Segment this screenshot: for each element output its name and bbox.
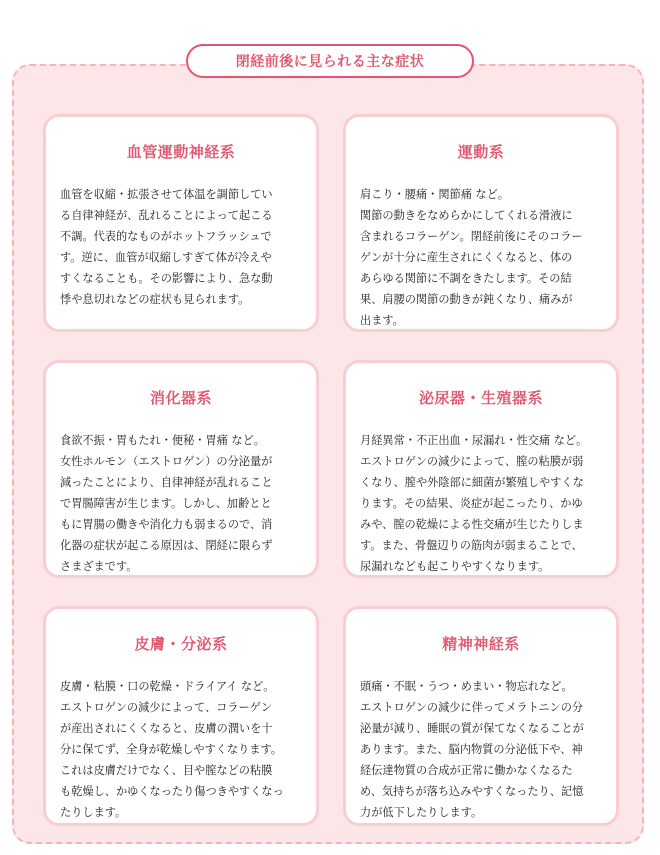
card-title: 皮膚・分泌系 bbox=[134, 635, 228, 653]
card-line: 肩こり・腰痛・関節痛 など。 bbox=[360, 188, 509, 201]
card-line: 化器の症状が起こる原因は、閉経に限らず bbox=[60, 539, 273, 552]
card-line: エストロゲンの減少によって、コラーゲン bbox=[60, 701, 272, 714]
card-line: 果、肩腰の関節の動きが鈍くなり、痛みが bbox=[360, 293, 573, 306]
card-line: 減ったことにより、自律神経が乱れること bbox=[60, 476, 273, 489]
symptom-card-neuropsychiatric bbox=[343, 606, 619, 826]
symptom-card-vasomotor bbox=[43, 114, 319, 332]
card-line: 力が低下したりします。 bbox=[360, 806, 483, 819]
card-line: 含まれるコラーゲン。閉経前後にそのコラー bbox=[360, 230, 583, 243]
card-line: もに胃腸の働きや消化力も弱まるので、消 bbox=[60, 518, 273, 531]
card-title: 消化器系 bbox=[149, 389, 212, 407]
card-line: 不調。代表的なものがホットフラッシュで bbox=[60, 230, 272, 243]
card-line: 関節の動きをなめらかにしてくれる滑液に bbox=[360, 209, 573, 222]
card-line: 女性ホルモン（エストロゲン）の分泌量が bbox=[60, 455, 273, 468]
card-line: 悸や息切れなどの症状も見られます。 bbox=[60, 293, 250, 306]
symptom-card-digestive bbox=[43, 360, 319, 578]
card-body bbox=[60, 676, 302, 823]
card-line: 血管を収縮・拡張させて体温を調節してい bbox=[60, 188, 273, 201]
card-line: ります。その結果、炎症が起こったり、かゆ bbox=[360, 497, 583, 510]
card-line: が産出されにくくなると、皮膚の潤いを十 bbox=[60, 722, 273, 735]
card-line: これは皮膚だけでなく、目や膣などの粘膜 bbox=[60, 764, 273, 777]
card-line: くなり、膣や外陰部に細菌が繁殖しやすくな bbox=[360, 476, 584, 489]
card-body bbox=[60, 184, 302, 310]
card-line: る自律神経が、乱れることによって起こる bbox=[60, 209, 273, 222]
card-title: 運動系 bbox=[457, 143, 505, 161]
card-line: で胃腸障害が生じます。しかし、加齢とと bbox=[60, 497, 272, 510]
card-title: 精神神経系 bbox=[442, 635, 520, 653]
symptom-card-skin bbox=[43, 606, 319, 826]
card-line: あらゆる関節に不調をきたします。その結 bbox=[360, 272, 572, 285]
card-line: 出ます。 bbox=[360, 314, 404, 327]
card-line: す。また、骨盤辺りの筋肉が弱まることで、 bbox=[360, 539, 583, 552]
card-line: すくなることも。その影響により、急な動 bbox=[60, 272, 273, 285]
card-body bbox=[60, 430, 302, 577]
card-body bbox=[360, 676, 602, 823]
card-line: 経伝達物質の合成が正常に働かなくなるた bbox=[360, 764, 573, 777]
card-line: 尿漏れなども起こりやすくなります。 bbox=[360, 560, 550, 573]
card-body bbox=[360, 430, 602, 577]
card-line: ゲンが十分に産生されにくくなると、体の bbox=[360, 251, 573, 264]
card-title: 血管運動神経系 bbox=[126, 143, 236, 161]
card-line: 分に保てず、全身が乾燥しやすくなります。 bbox=[60, 743, 282, 756]
card-line: さまざまです。 bbox=[60, 560, 138, 573]
card-line: あります。また、脳内物質の分泌低下や、神 bbox=[360, 743, 583, 756]
card-line: す。逆に、血管が収縮しすぎて体が冷えや bbox=[60, 251, 272, 264]
card-title: 泌尿器・生殖器系 bbox=[418, 389, 543, 407]
card-line: も乾燥し、かゆくなったり傷つきやすくなっ bbox=[60, 785, 284, 798]
card-body bbox=[360, 184, 602, 331]
symptom-card-urogenital bbox=[343, 360, 619, 578]
card-line: みや、膣の乾燥による性交痛が生じたりしま bbox=[360, 518, 584, 531]
symptom-card-musculoskeletal bbox=[343, 114, 619, 332]
page-title: 閉経前後に見られる主な症状 bbox=[186, 44, 474, 78]
card-line: エストロゲンの減少によって、膣の粘膜が弱 bbox=[360, 455, 584, 468]
card-line: エストロゲンの減少に伴ってメラトニンの分 bbox=[360, 701, 584, 714]
card-line: め、気持ちが落ち込みやすくなったり、記憶 bbox=[360, 785, 584, 798]
card-line: 頭痛・不眠・うつ・めまい・物忘れなど。 bbox=[360, 680, 573, 693]
card-line: たりします。 bbox=[60, 806, 127, 819]
card-line: 食欲不振・胃もたれ・便秘・胃痛 など。 bbox=[60, 434, 265, 447]
card-line: 月経異常・不正出血・尿漏れ・性交痛 など。 bbox=[360, 434, 588, 447]
card-line: 皮膚・粘膜・口の乾燥・ドライアイ など。 bbox=[60, 680, 275, 693]
card-line: 泌量が減り、睡眠の質が保てなくなることが bbox=[360, 722, 584, 735]
